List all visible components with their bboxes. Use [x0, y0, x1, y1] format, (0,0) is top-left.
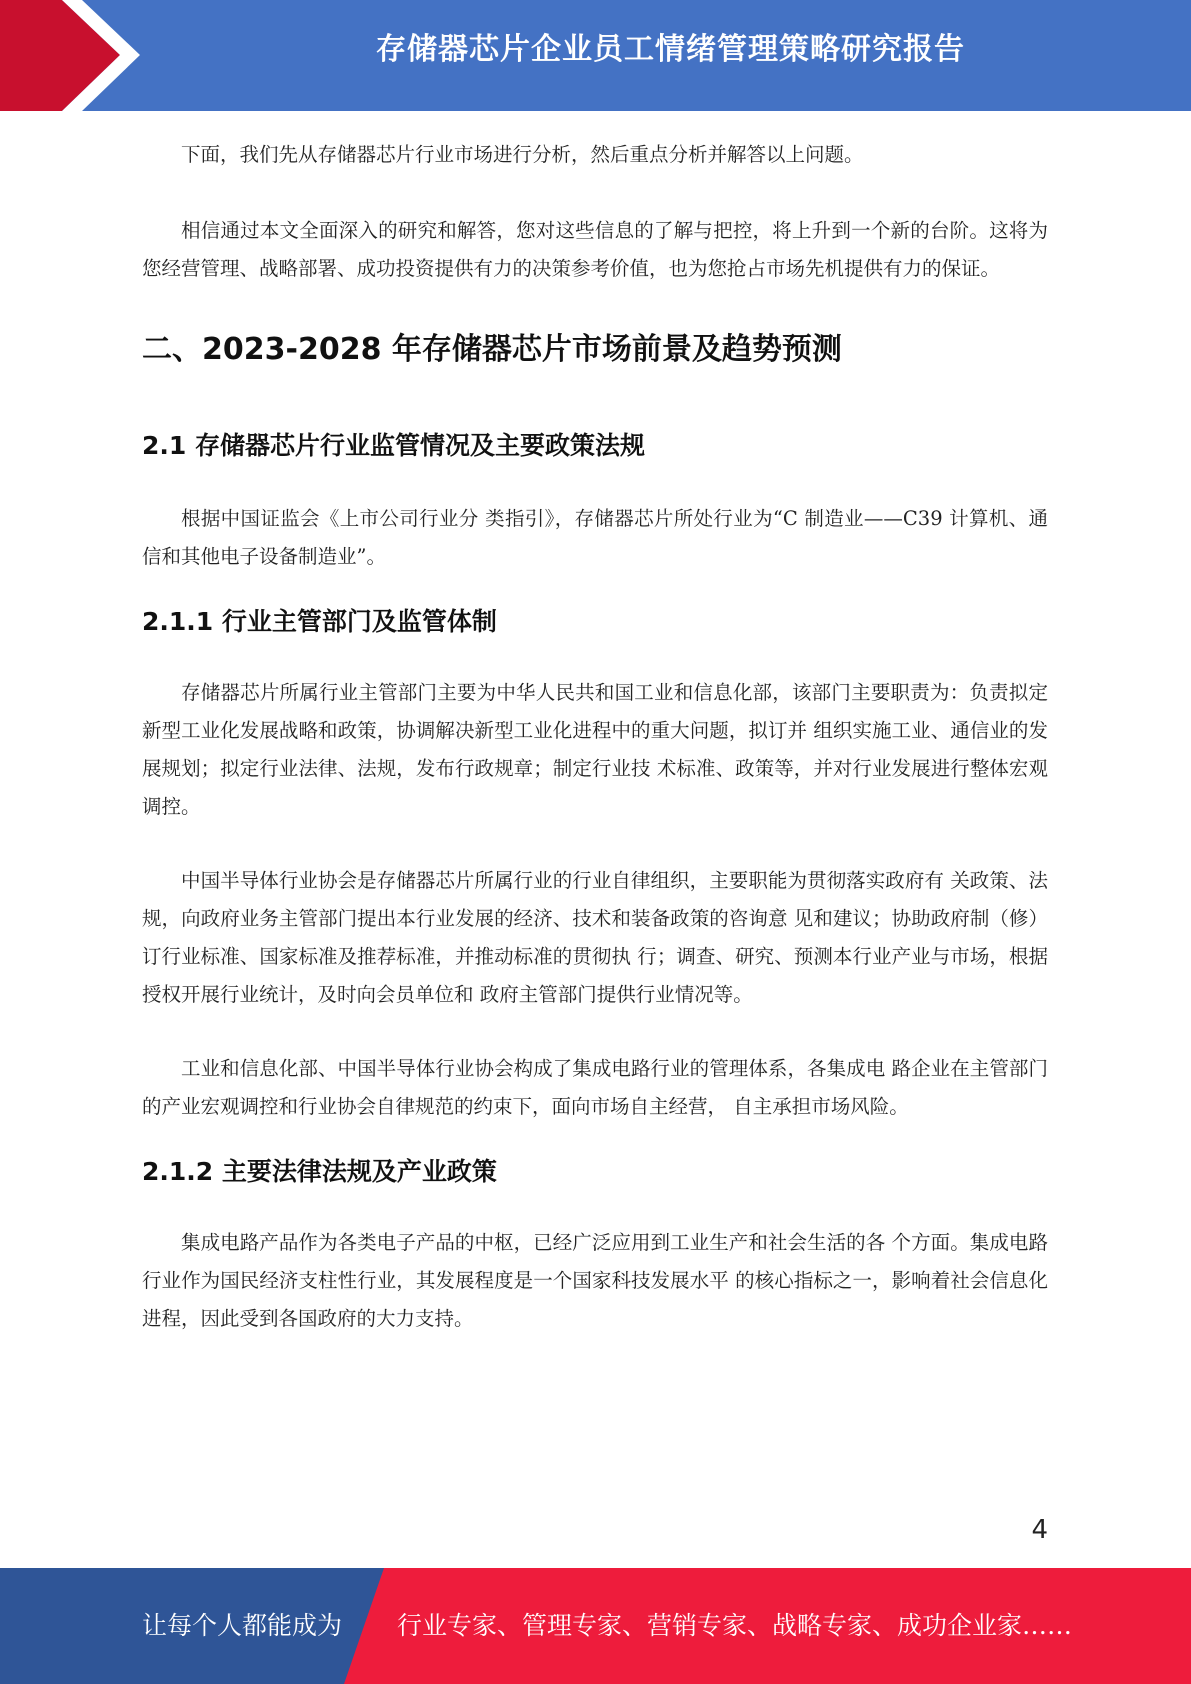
- footer-slogan-right: 行业专家、管理专家、营销专家、战略专家、成功企业家……: [397, 1611, 1073, 1640]
- section-2-heading: 二、2023-2028 年存储器芯片市场前景及趋势预测: [142, 332, 842, 367]
- report-title: 存储器芯片企业员工情绪管理策略研究报告: [376, 32, 965, 67]
- section-2-1-1-heading: 2.1.1 行业主管部门及监管体制: [142, 607, 497, 636]
- section-2-1-paragraph: 根据中国证监会《上市公司行业分 类指引》，存储器芯片所处行业为“C 制造业——C39 计算机、通信和其他电子设备制造业”。: [142, 507, 1048, 568]
- intro-paragraph-1: 下面，我们先从存储器芯片行业市场进行分析，然后重点分析并解答以上问题。: [181, 143, 864, 166]
- section-2-1-2-heading: 2.1.2 主要法律法规及产业政策: [142, 1157, 497, 1186]
- footer-slogan-left: 让每个人都能成为: [142, 1611, 343, 1640]
- header-arrow-decoration: [0, 0, 160, 111]
- page-footer: [0, 1568, 1191, 1684]
- section-2-1-heading: 2.1 存储器芯片行业监管情况及主要政策法规: [142, 431, 645, 460]
- intro-paragraph-2: 相信通过本文全面深入的研究和解答，您对这些信息的了解与把控，将上升到一个新的台阶。这将为您经营管理、战略部署、成功投资提供有力的决策参考价值，也为您抢占市场先机提供有力的保证。: [142, 219, 1048, 280]
- section-2-1-1-paragraph-1: 存储器芯片所属行业主管部门主要为中华人民共和国工业和信息化部，该部门主要职责为：负责拟定新型工业化发展战略和政策，协调解决新型工业化进程中的重大问题，拟订并 组织实施工业、通信业的发展规划；拟定行业法律、法规，发布行政规章；制定行业技 术标准、政策等，并对行业发展进行整体宏观调控。: [142, 681, 1048, 818]
- page-header: [0, 0, 1191, 111]
- section-2-1-1-paragraph-3: 工业和信息化部、中国半导体行业协会构成了集成电路行业的管理体系，各集成电 路企业在主管部门的产业宏观调控和行业协会自律规范的约束下，面向市场自主经营， 自主承担市场风险。: [142, 1057, 1048, 1118]
- page-content: [142, 128, 1048, 1338]
- section-2-1-1-paragraph-2: 中国半导体行业协会是存储器芯片所属行业的行业自律组织，主要职能为贯彻落实政府有 关政策、法规，向政府业务主管部门提出本行业发展的经济、技术和装备政策的咨询意 见和建议；协助政府制（修）订行业标准、国家标准及推荐标准，并推动标准的贯彻执 行；调查、研究、预测本行业产业与市场，根据授权开展行业统计，及时向会员单位和 政府主管部门提供行业情况等。: [142, 869, 1048, 1006]
- section-2-1-2-paragraph: 集成电路产品作为各类电子产品的中枢，已经广泛应用到工业生产和社会生活的各 个方面。集成电路行业作为国民经济支柱性行业，其发展程度是一个国家科技发展水平 的核心指标之一，影响着社会信息化进程，因此受到各国政府的大力支持。: [142, 1231, 1048, 1330]
- page-number: 4: [1031, 1515, 1048, 1545]
